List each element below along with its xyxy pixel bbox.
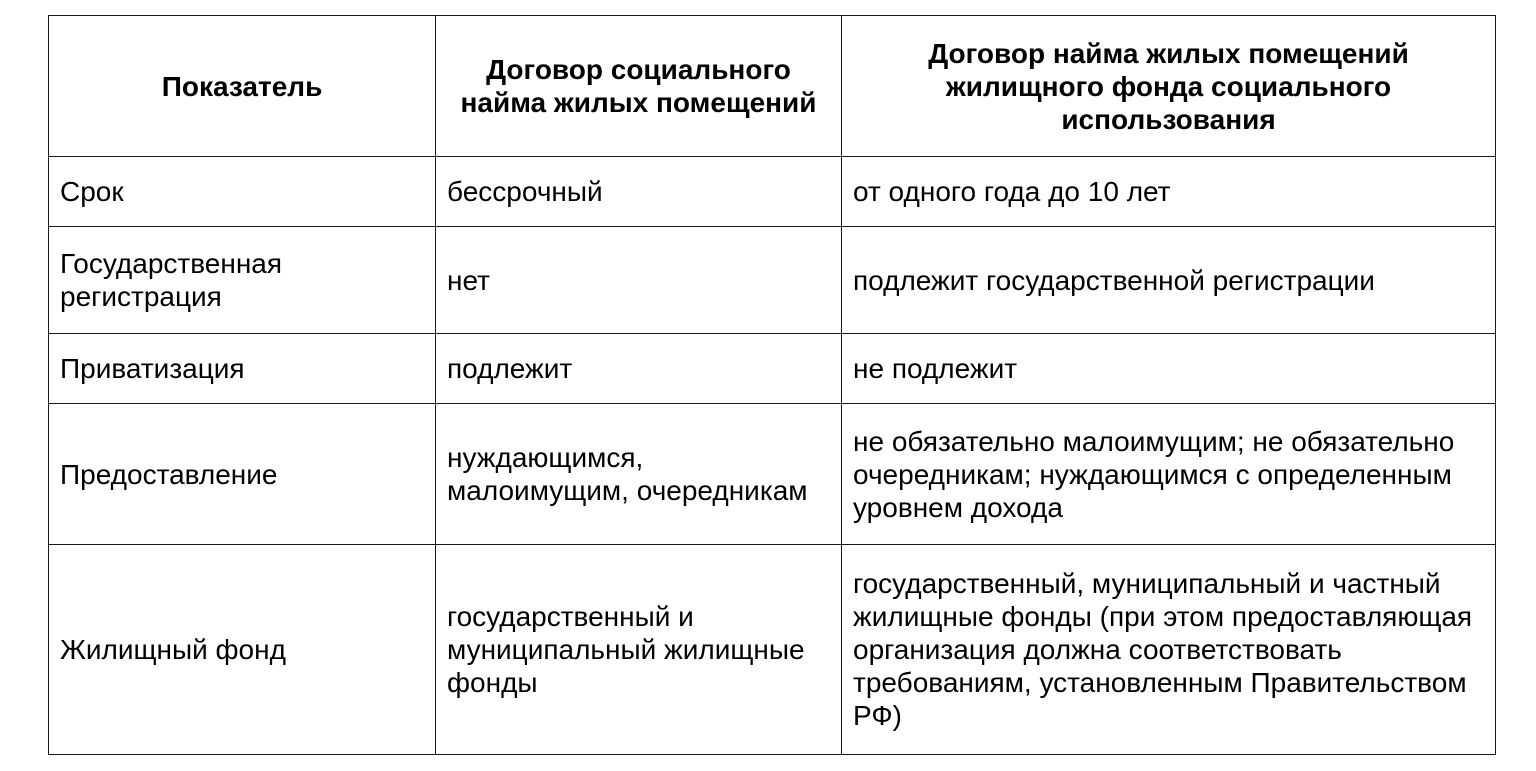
- table-row: [49, 545, 1496, 755]
- cell-indicator: Срок: [49, 157, 436, 227]
- cell-social-lease: бессрочный: [436, 157, 842, 227]
- cell-social-use-lease: от одного года до 10 лет: [842, 157, 1496, 227]
- table-row: [49, 334, 1496, 404]
- cell-social-lease: подлежит: [436, 334, 842, 404]
- cell-social-use-lease: государственный, муниципальный и частный жилищные фонды (при этом предоставляющая организация должна соответствовать требованиям, установленным Правительством РФ): [842, 545, 1496, 755]
- cell-indicator: Государственная регистрация: [49, 227, 436, 334]
- table-row: [49, 404, 1496, 545]
- header-row: [49, 16, 1496, 157]
- header-social-use-lease: Договор найма жилых помещений жилищного фонда социального использования: [842, 16, 1496, 157]
- cell-indicator: Предоставление: [49, 404, 436, 545]
- table-row: [49, 227, 1496, 334]
- comparison-table: [48, 15, 1496, 755]
- header-indicator: Показатель: [49, 16, 436, 157]
- cell-indicator: Жилищный фонд: [49, 545, 436, 755]
- cell-social-lease: нуждающимся, малоимущим, очередникам: [436, 404, 842, 545]
- cell-social-use-lease: не обязательно малоимущим; не обязательно очередникам; нуждающимся с определенным уровнем дохода: [842, 404, 1496, 545]
- cell-social-lease: государственный и муниципальный жилищные фонды: [436, 545, 842, 755]
- cell-social-lease: нет: [436, 227, 842, 334]
- cell-social-use-lease: подлежит государственной регистрации: [842, 227, 1496, 334]
- cell-indicator: Приватизация: [49, 334, 436, 404]
- header-social-lease: Договор социального найма жилых помещений: [436, 16, 842, 157]
- cell-social-use-lease: не подлежит: [842, 334, 1496, 404]
- table-row: [49, 157, 1496, 227]
